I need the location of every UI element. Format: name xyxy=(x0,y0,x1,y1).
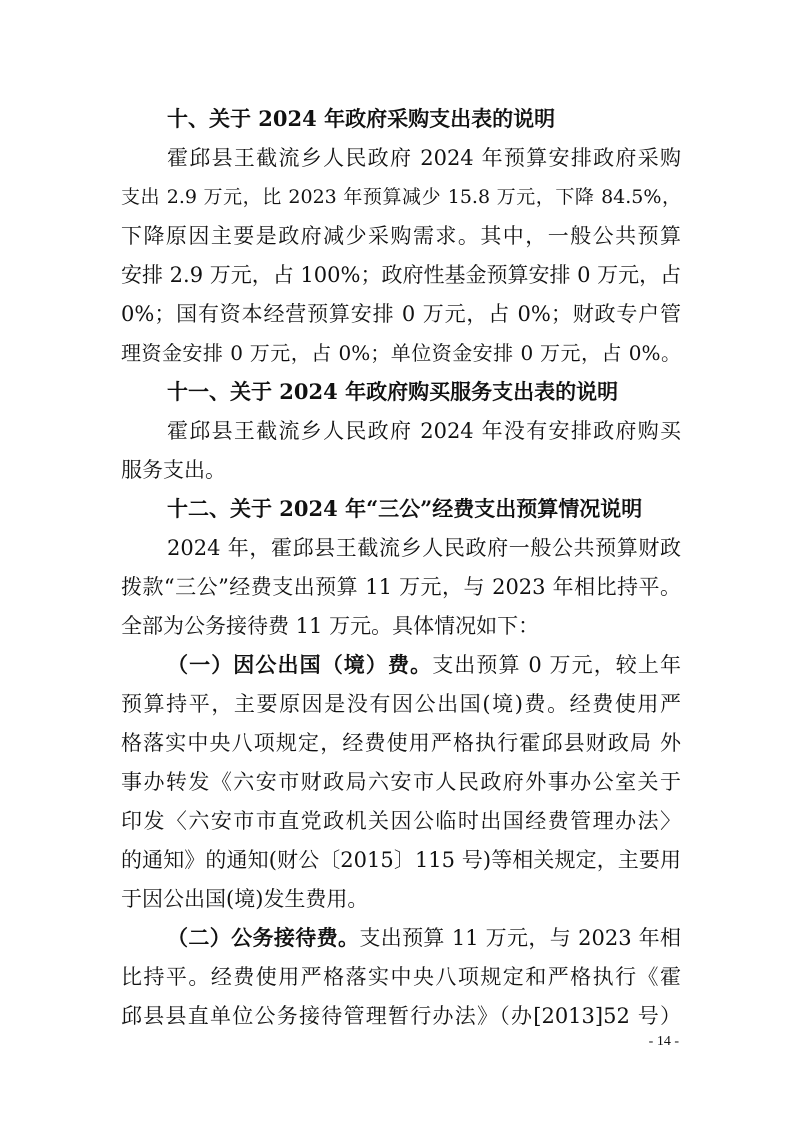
item-1-first-line xyxy=(167,652,681,678)
paragraph-line: 比持平。经费使用严格落实中央八项规定和严格执行《霍 xyxy=(121,965,681,989)
paragraph-line: 格落实中央八项规定，经费使用严格执行霍邱县财政局 外 xyxy=(121,731,681,755)
paragraph-line: 理资金安排 0 万元，占 0%；单位资金安排 0 万元，占 0%。 xyxy=(121,341,681,365)
paragraph-line: 印发〈六安市市直党政机关因公临时出国经费管理办法〉 xyxy=(121,809,681,833)
paragraph-line: 下降原因主要是政府减少采购需求。其中，一般公共预算 xyxy=(121,224,681,248)
item-1-text: 支出预算 0 万元，较上年 xyxy=(432,653,681,677)
paragraph-line: 预算持平，主要原因是没有因公出国(境)费。经费使用严 xyxy=(121,692,681,716)
paragraph-line: 服务支出。 xyxy=(121,458,226,482)
paragraph-line: 于因公出国(境)发生费用。 xyxy=(121,887,369,911)
paragraph-line: 霍邱县王截流乡人民政府 2024 年预算安排政府采购 xyxy=(167,146,681,170)
paragraph-line: 全部为公务接待费 11 万元。具体情况如下： xyxy=(121,614,540,638)
paragraph-line: 邱县县直单位公务接待管理暂行办法》（办[2013]52 号） xyxy=(121,1004,681,1028)
item-1-title: （一）因公出国（境）费。 xyxy=(167,652,433,677)
page-number: - 14 - xyxy=(648,1034,679,1049)
section-12-heading: 十二、关于 2024 年“三公”经费支出预算情况说明 xyxy=(167,496,643,521)
section-11-heading: 十一、关于 2024 年政府购买服务支出表的说明 xyxy=(167,379,619,404)
paragraph-line: 霍邱县王截流乡人民政府 2024 年没有安排政府购买 xyxy=(167,419,681,443)
item-2-title: （二）公务接待费。 xyxy=(167,925,360,950)
paragraph-line: 安排 2.9 万元，占 100%；政府性基金预算安排 0 万元，占 xyxy=(121,263,681,287)
section-10-heading: 十、关于 2024 年政府采购支出表的说明 xyxy=(167,106,556,131)
paragraph-line: 事办转发《六安市财政局六安市人民政府外事办公室关于 xyxy=(121,770,681,794)
paragraph-line: 拨款“三公”经费支出预算 11 万元，与 2023 年相比持平。 xyxy=(121,575,681,599)
paragraph-line: 的通知》的通知(财公〔2015〕115 号)等相关规定，主要用 xyxy=(121,848,681,872)
paragraph-line: 2024 年，霍邱县王截流乡人民政府一般公共预算财政 xyxy=(167,536,681,560)
item-2-first-line xyxy=(167,925,681,951)
paragraph-line: 支出 2.9 万元，比 2023 年预算减少 15.8 万元，下降 84.5%， xyxy=(121,186,681,208)
item-2-text: 支出预算 11 万元，与 2023 年相 xyxy=(359,926,681,950)
paragraph-line: 0%；国有资本经营预算安排 0 万元，占 0%；财政专户管 xyxy=(121,302,681,326)
